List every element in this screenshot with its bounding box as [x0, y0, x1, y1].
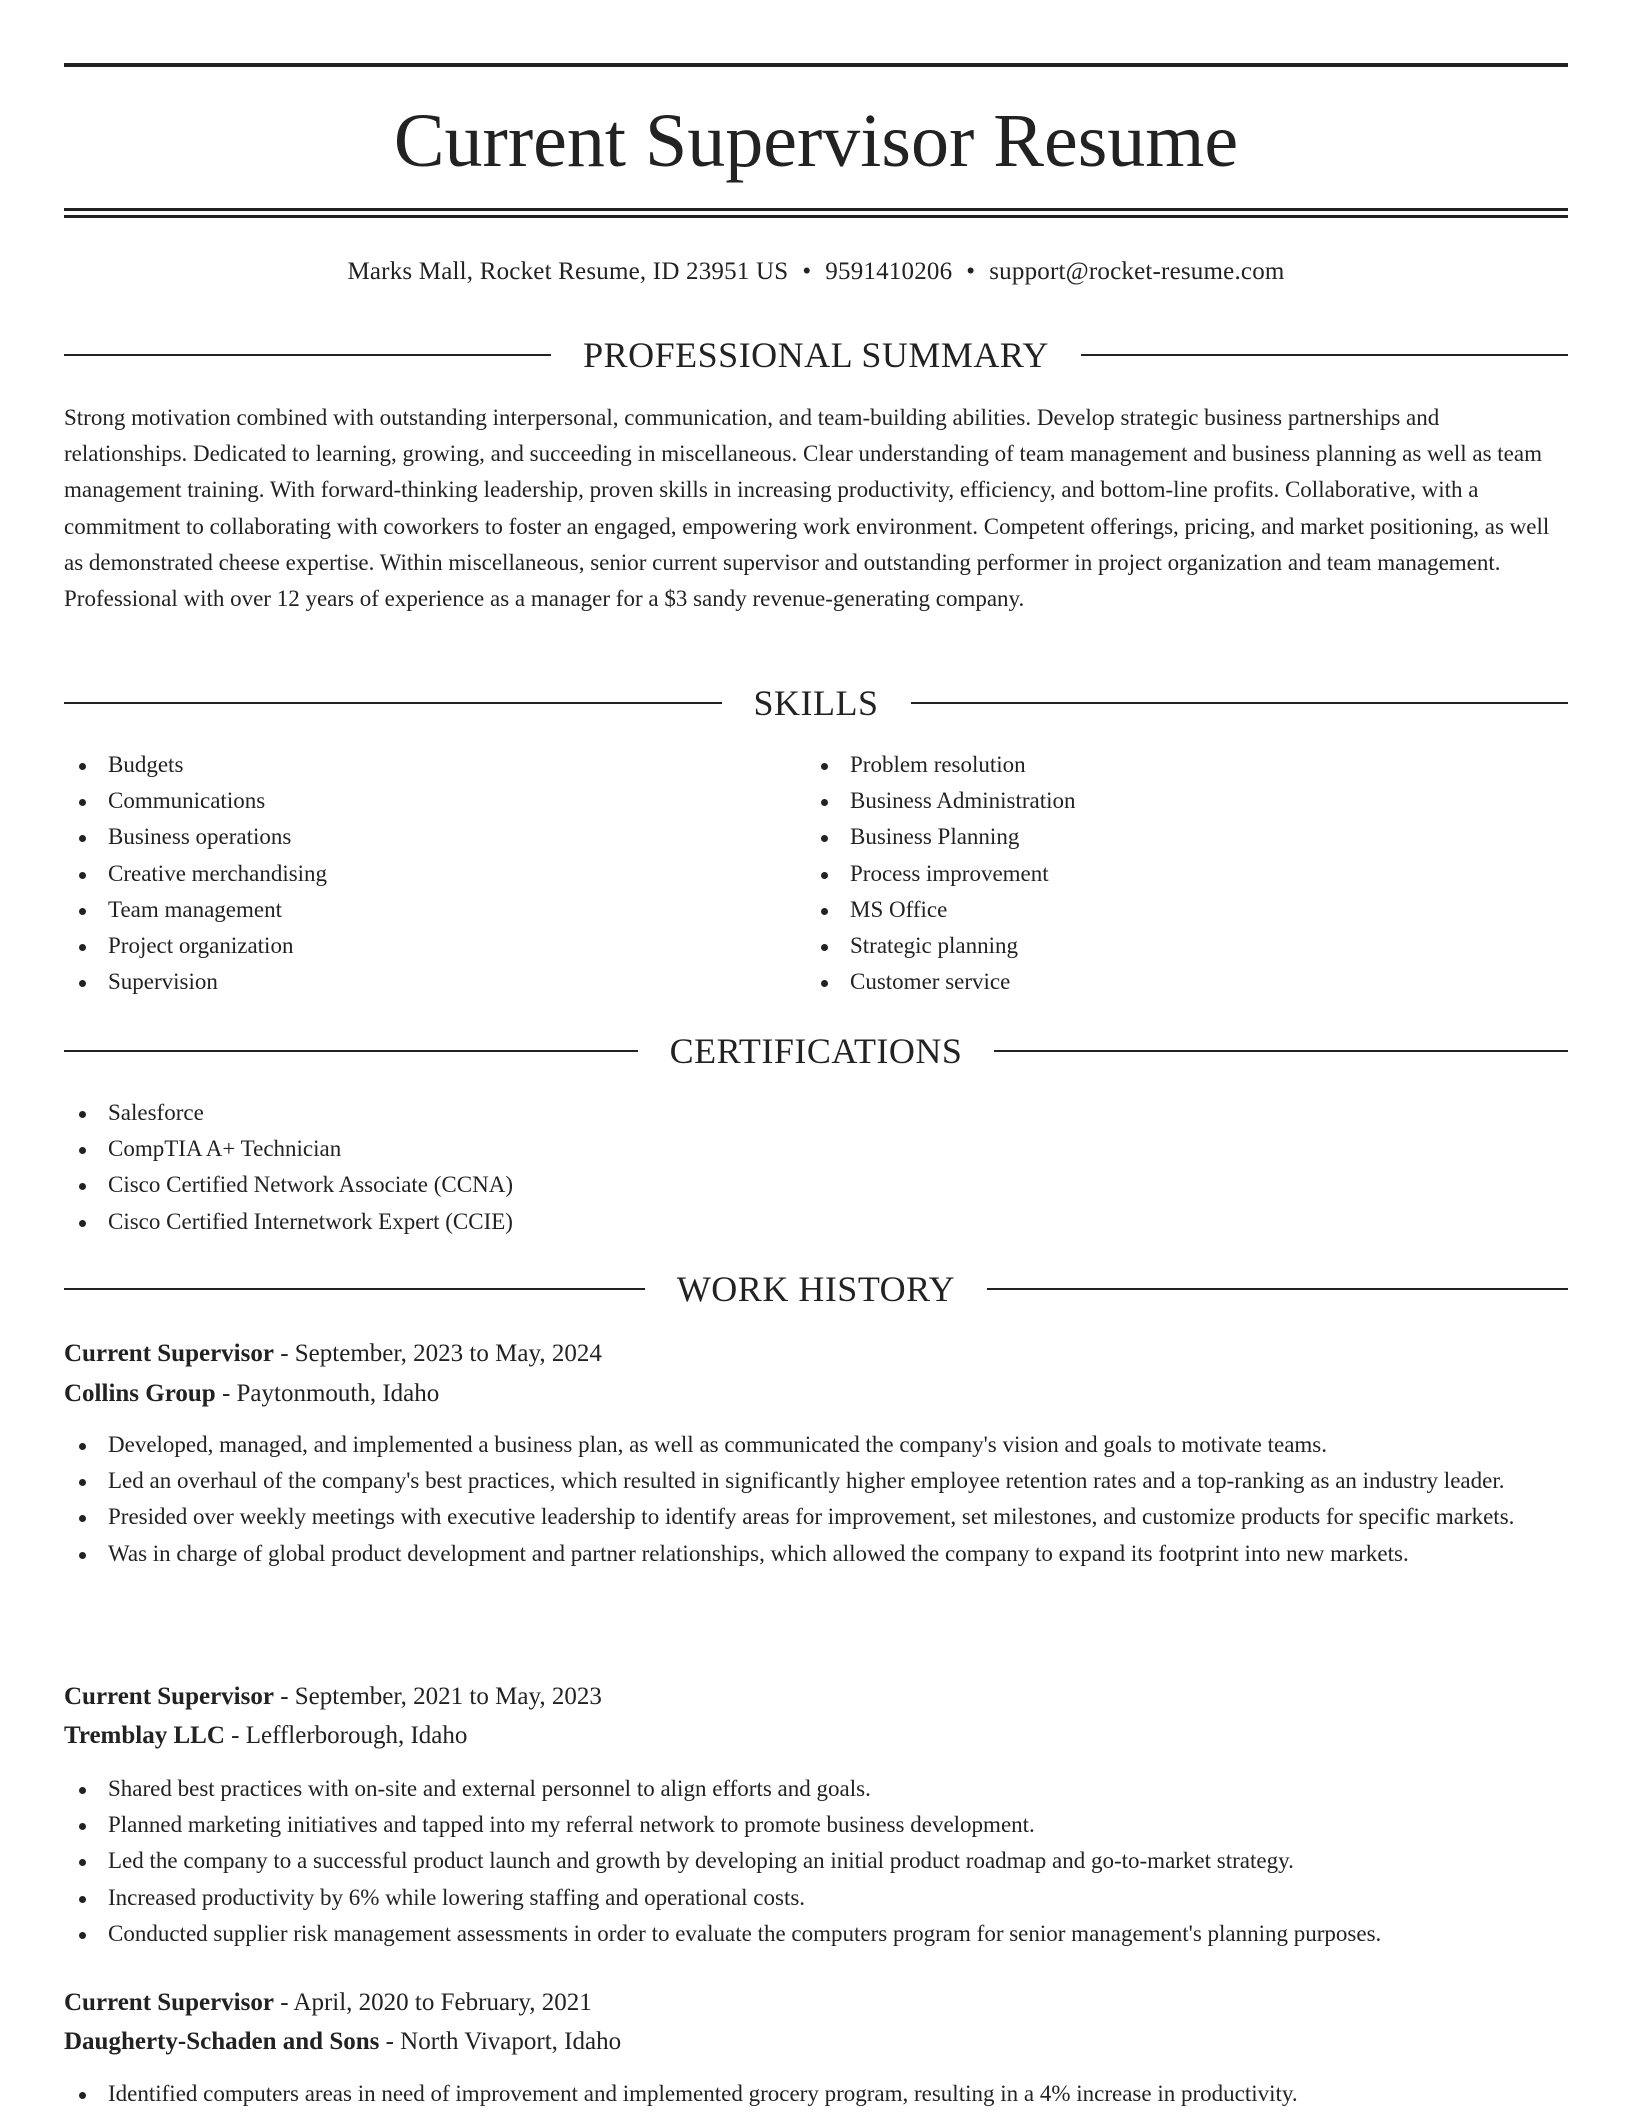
job-company-line [64, 2022, 1568, 2062]
contact-line [64, 252, 1568, 292]
heading-rule [911, 702, 1569, 704]
section-heading-work-history [64, 1267, 1568, 1311]
certification-item: CompTIA A+ Technician [64, 1131, 1568, 1167]
job-title: Current Supervisor [64, 1683, 274, 1710]
skill-item: Communications [64, 783, 804, 819]
job-bullet: Developed, managed, and implemented a business plan, as well as communicated the company's vision and goals to motivate teams. [64, 1427, 1568, 1463]
job-location: - Paytonmouth, Idaho [215, 1380, 440, 1407]
job-bullet: Was in charge of global product development and partner relationships, which allowed the company to expand its footprint into new markets. [64, 1536, 1568, 1572]
section-heading-skills [64, 681, 1568, 725]
skill-item: Customer service [806, 964, 1546, 1000]
skills-list-right [806, 747, 1546, 1000]
contact-phone: 9591410206 [825, 258, 953, 285]
job-bullet: Presided over weekly meetings with executive leadership to identify areas for improvement, set milestones, and customize products for specific markets. [64, 1499, 1568, 1535]
skill-item: Business operations [64, 819, 804, 855]
skill-item: Supervision [64, 964, 804, 1000]
certification-item: Cisco Certified Internetwork Expert (CCIE) [64, 1204, 1568, 1240]
skill-item: Team management [64, 892, 804, 928]
job-bullets [64, 1771, 1568, 1952]
job-bullet: Planned marketing initiatives and tapped into my referral network to promote business development. [64, 1807, 1568, 1843]
title-double-rule [64, 208, 1568, 218]
skill-item: MS Office [806, 892, 1546, 928]
contact-separator: • [802, 258, 812, 285]
skill-item: Business Planning [806, 819, 1546, 855]
job-location: - Lefflerborough, Idaho [224, 1722, 468, 1749]
skill-item: Creative merchandising [64, 856, 804, 892]
job-dates: - September, 2023 to May, 2024 [273, 1340, 602, 1367]
heading-rule [64, 702, 722, 704]
section-title: PROFESSIONAL SUMMARY [583, 335, 1049, 375]
section-title: CERTIFICATIONS [669, 1031, 963, 1071]
job-company: Collins Group [64, 1380, 216, 1407]
job-bullet: Shared best practices with on-site and external personnel to align efforts and goals. [64, 1771, 1568, 1807]
job-bullet: Identified computers areas in need of improvement and implemented grocery program, resulting in a 4% increase in productivity. [64, 2076, 1568, 2112]
contact-separator: • [966, 258, 976, 285]
job-bullet: Led the company to a successful product launch and growth by developing an initial product roadmap and go-to-market strategy. [64, 1843, 1568, 1879]
certification-item: Cisco Certified Network Associate (CCNA) [64, 1167, 1568, 1203]
heading-rule [987, 1288, 1568, 1290]
skill-item: Business Administration [806, 783, 1546, 819]
certification-item: Salesforce [64, 1095, 1568, 1131]
section-title: WORK HISTORY [676, 1269, 956, 1309]
contact-address: Marks Mall, Rocket Resume, ID 23951 US [347, 258, 789, 285]
summary-paragraph: Strong motivation combined with outstanding interpersonal, communication, and team-building abilities. Develop strategic business partnerships and relationships. Dedicated to learning, growing, and succeeding in miscellaneous. Clear understanding of team management and business planning as well as team management training. With forward-thinking leadership, proven skills in increasing productivity, efficiency, and bottom-line profits. Collaborative, with a commitment to collaborating with coworkers to foster an engaged, empowering work environment. Competent offerings, pricing, and market positioning, as well as demonstrated cheese expertise. Within miscellaneous, senior current supervisor and outstanding performer in project organization and team management. Professional with over 12 years of experience as a manager for a $3 sandy revenue-generating company. [64, 405, 1550, 612]
section-heading-summary [64, 333, 1568, 377]
top-rule [64, 63, 1568, 67]
skill-item: Project organization [64, 928, 804, 964]
job-title-line [64, 1677, 1568, 1717]
job-company: Daugherty-Schaden and Sons [64, 2028, 380, 2055]
job-company: Tremblay LLC [64, 1722, 225, 1749]
job-bullet: Increased productivity by 6% while lowering staffing and operational costs. [64, 1880, 1568, 1916]
skill-item: Process improvement [806, 856, 1546, 892]
skill-item: Budgets [64, 747, 804, 783]
skills-list-left [64, 747, 804, 1000]
heading-rule [1081, 354, 1568, 356]
job-bullet: Led an overhaul of the company's best practices, which resulted in significantly higher employee retention rates and a top-ranking as an industry leader. [64, 1463, 1568, 1499]
skill-item: Problem resolution [806, 747, 1546, 783]
job-bullet: Conducted supplier risk management assessments in order to evaluate the computers program for senior management's planning purposes. [64, 1916, 1568, 1952]
heading-rule [64, 1288, 645, 1290]
heading-rule [994, 1050, 1568, 1052]
job-title-line [64, 1983, 1568, 2023]
job-company-line [64, 1716, 1568, 1756]
certifications-list [64, 1095, 1568, 1240]
job-location: - North Vivaport, Idaho [379, 2028, 622, 2055]
job-title: Current Supervisor [64, 1989, 274, 2016]
job-company-line [64, 1374, 1568, 1414]
skill-item: Strategic planning [806, 928, 1546, 964]
job-title: Current Supervisor [64, 1340, 274, 1367]
job-bullets [64, 2076, 1568, 2112]
resume-title: Current Supervisor Resume [393, 99, 1239, 183]
heading-rule [64, 354, 551, 356]
section-heading-certifications [64, 1029, 1568, 1073]
job-dates: - September, 2021 to May, 2023 [273, 1683, 602, 1710]
contact-email: support@rocket-resume.com [989, 258, 1285, 285]
job-dates: - April, 2020 to February, 2021 [273, 1989, 592, 2016]
heading-rule [64, 1050, 638, 1052]
section-title: SKILLS [753, 683, 879, 723]
job-bullets [64, 1427, 1568, 1572]
job-title-line [64, 1334, 1568, 1374]
